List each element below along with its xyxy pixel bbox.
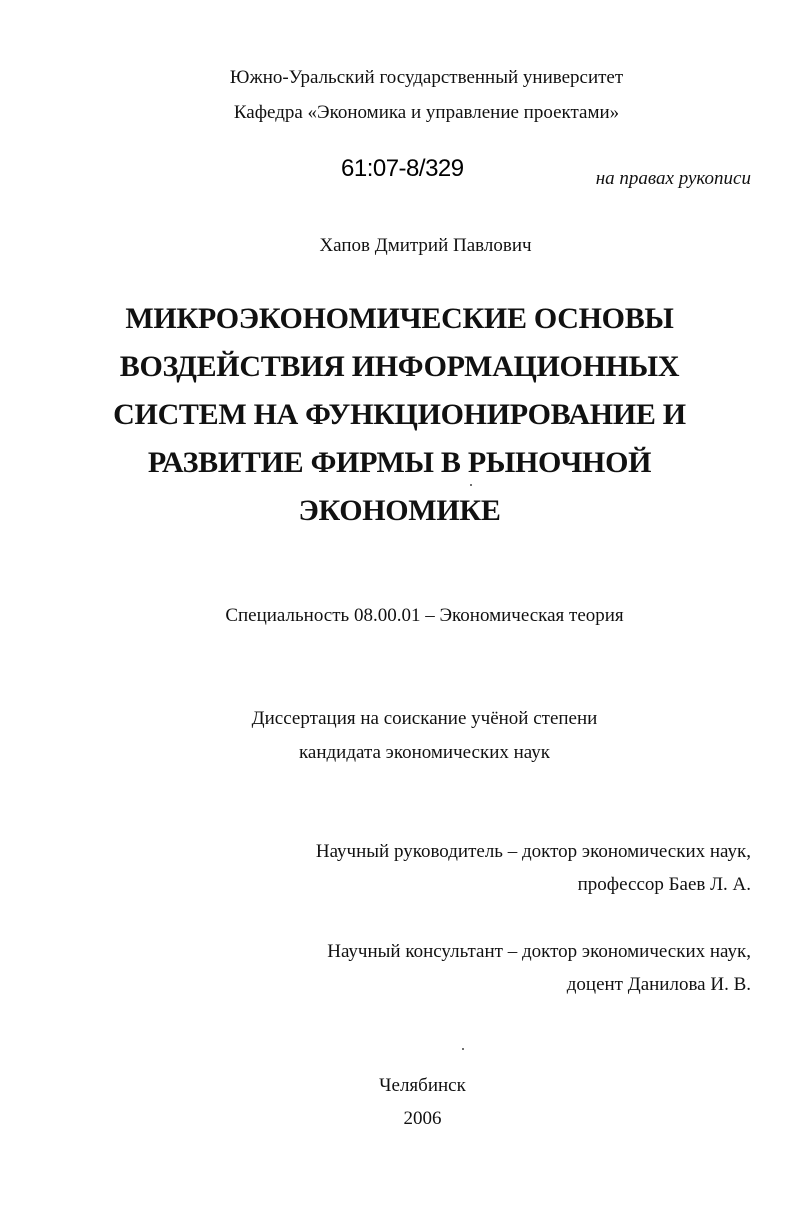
consultant-line-2: доцент Данилова И. В. [566,974,751,995]
title-line: ЭКОНОМИКЕ [298,494,501,527]
degree-line-1: Диссертация на соискание учёной степени [251,708,598,729]
university-name: Южно-Уральский государственный университет [229,67,624,88]
supervisor-line-1: Научный руководитель – доктор экономических наук, [315,841,751,862]
title-line: РАЗВИТИЕ ФИРМЫ В РЫНОЧНОЙ [147,446,652,479]
department-name: Кафедра «Экономика и управление проектами» [233,102,620,123]
title-line: ВОЗДЕЙСТВИЯ ИНФОРМАЦИОННЫХ [119,350,680,383]
city: Челябинск [379,1075,466,1096]
title-line: МИКРОЭКОНОМИЧЕСКИЕ ОСНОВЫ [125,302,674,335]
scan-speck [462,1048,464,1050]
author-name: Хапов Дмитрий Павлович [319,235,532,256]
manuscript-rights-note: на правах рукописи [595,168,751,189]
catalog-stamp-code: 61:07-8/329 [341,155,464,182]
supervisor-line-2: профессор Баев Л. А. [577,874,751,895]
specialty-line: Специальность 08.00.01 – Экономическая теория [225,605,624,626]
dissertation-title [0,295,799,535]
degree-line-2: кандидата экономических наук [298,742,551,763]
scan-speck [470,484,472,486]
consultant-line-1: Научный консультант – доктор экономических наук, [327,941,751,962]
year: 2006 [403,1108,442,1129]
title-line: СИСТЕМ НА ФУНКЦИОНИРОВАНИЕ И [113,398,686,431]
